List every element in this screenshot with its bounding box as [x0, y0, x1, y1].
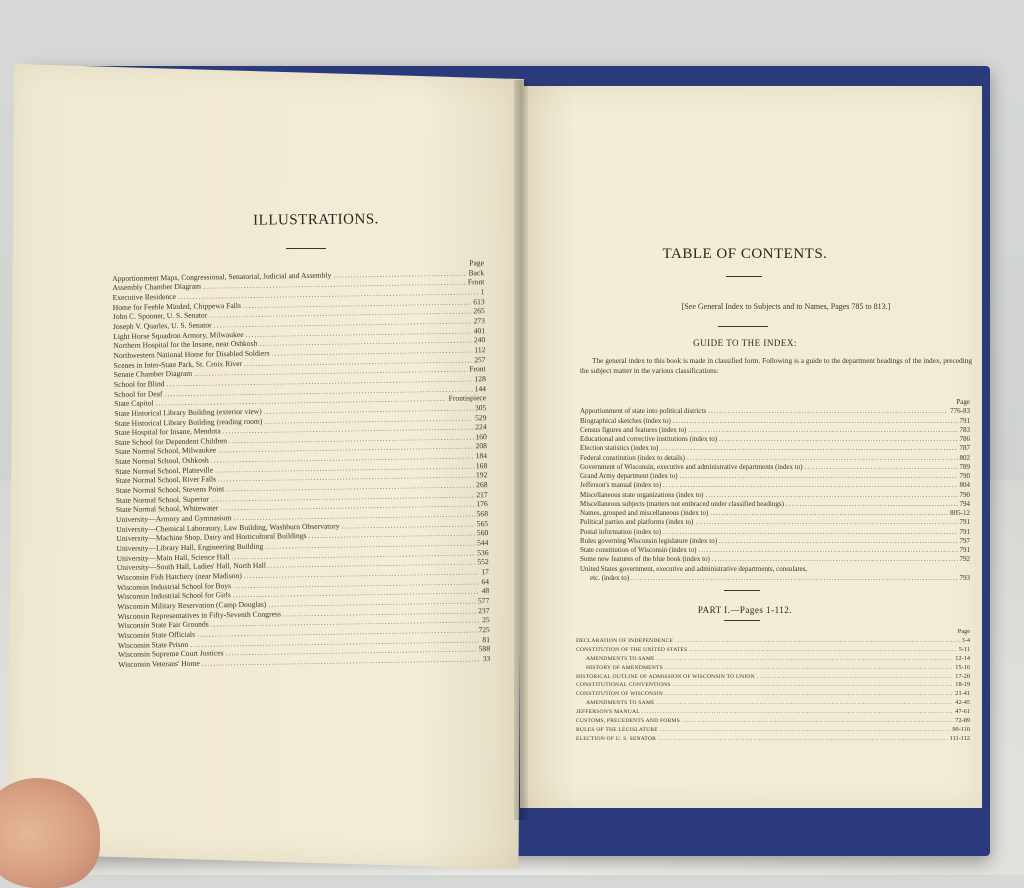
- entry-page: 787: [959, 444, 970, 453]
- entry-title: Apportionment of state into political districts: [580, 407, 707, 416]
- entry-title: State Normal School, Oshkosh: [115, 455, 209, 467]
- entry-title: Miscellaneous subjects (matters not embraced under classified headings): [580, 499, 784, 508]
- leader-dots: [757, 673, 953, 682]
- guide-title: GUIDE TO THE INDEX:: [693, 338, 797, 348]
- entry-title: RULES OF THE LEGISLATURE: [576, 726, 658, 733]
- entry-title: Executive Residence: [112, 291, 177, 302]
- entry-title: Postal information (index to): [580, 527, 662, 536]
- entry-page: 224: [475, 422, 487, 432]
- entry-title: Wisconsin Industrial School for Girls: [117, 590, 231, 602]
- leader-dots: [712, 555, 958, 564]
- entry-title: HISTORY OF AMENDMENTS: [586, 664, 663, 671]
- entry-title: Political parties and platforms (index to): [580, 518, 694, 527]
- entry-title: Grand Army department (index to): [580, 472, 678, 480]
- entry-page: 273: [473, 316, 486, 326]
- leader-dots: [719, 435, 957, 444]
- list-item: [580, 546, 970, 555]
- list-item: [580, 574, 970, 583]
- entry-page: 544: [476, 538, 489, 548]
- entry-page: 111-112: [949, 734, 970, 742]
- leader-dots: [673, 681, 954, 690]
- entry-title: AMENDMENTS TO SAME: [586, 655, 655, 662]
- entry-title: University—Main Hall, Science Hall: [116, 551, 230, 563]
- leader-dots: [708, 407, 948, 416]
- leader-dots: [687, 454, 958, 463]
- entry-title: Wisconsin Representatives in Fifty-Seventh Congress: [117, 609, 281, 621]
- entry-title: Names, grouped and miscellaneous (index to): [580, 509, 709, 517]
- entry-page: 565: [476, 518, 489, 529]
- toc-rule: [726, 276, 762, 277]
- entry-page: 237: [478, 605, 490, 615]
- list-item: [580, 481, 970, 490]
- entry-title: Wisconsin State Officials: [117, 629, 196, 640]
- entry-title: State Normal School, River Falls: [115, 474, 217, 486]
- list-item: [576, 699, 970, 708]
- entry-title: Home for Feeble Minded, Chippewa Falls: [112, 300, 241, 312]
- list-item: [580, 472, 970, 481]
- entry-title: Northwestern National Home for Disabled Soldiers: [113, 348, 270, 360]
- entry-page: 552: [477, 557, 489, 567]
- entry-title: Government of Wisconsin, executive and administrative departments (index to): [580, 462, 803, 471]
- entry-title: Wisconsin Veterans' Home: [118, 658, 200, 669]
- entry-page: 789: [959, 462, 970, 471]
- leader-dots: [675, 637, 960, 646]
- entry-page: Back: [468, 267, 485, 278]
- entry-page: 802: [959, 453, 970, 462]
- entry-page: 18-19: [955, 681, 970, 689]
- entry-page: 536: [477, 547, 489, 557]
- entry-page: 81: [482, 634, 491, 644]
- entry-title: Joseph V. Quarles, U. S. Senator: [112, 320, 212, 331]
- entry-page: 17: [481, 567, 489, 577]
- leader-dots: [719, 537, 957, 546]
- entry-title: Northern Hospital for the Insane, near Oshkosh: [113, 338, 258, 351]
- entry-title: Election statistics (index to): [580, 444, 659, 453]
- entry-title: Educational and corrective institutions (index to): [580, 435, 718, 443]
- entry-title: CONSTITUTION OF WISCONSIN: [576, 691, 663, 698]
- list-item: [576, 717, 970, 726]
- entry-page: 776-83: [950, 407, 970, 416]
- illustrations-title: ILLUSTRATIONS.: [253, 211, 379, 229]
- entry-title: University—Machine Shop, Dairy and Horticultural Buildings: [116, 531, 307, 544]
- entry-page: 144: [474, 383, 487, 393]
- entry-page: Frontispiece: [448, 393, 487, 403]
- leader-dots: [660, 444, 957, 453]
- entry-page: 42-45: [955, 699, 970, 707]
- part-list: [576, 628, 970, 744]
- guide-page-header: Page: [956, 398, 970, 406]
- entry-page: 265: [473, 306, 485, 316]
- entry-page: 33: [482, 654, 491, 664]
- entry-page: 791: [959, 527, 970, 536]
- toc-note-rule: [718, 326, 768, 327]
- leader-dots: [680, 472, 958, 481]
- entry-page: 48: [481, 586, 490, 596]
- entry-title: John C. Spooner, U. S. Senator: [112, 310, 208, 322]
- guide-intro: The general index to this book is made in classified form. Following is a guide to the department headings of the index, preceding the subject matter in the various classifications:: [580, 356, 972, 375]
- entry-title: State Normal School, Milwaukee: [114, 445, 217, 457]
- leader-dots: [658, 735, 948, 744]
- entry-page: 12-14: [955, 654, 970, 662]
- entry-title: State Hospital for Insane, Mendota: [114, 426, 221, 438]
- list-item: [580, 454, 970, 463]
- list-item: [580, 528, 970, 537]
- entry-page: 577: [477, 596, 490, 606]
- entry-page: 64: [481, 576, 490, 586]
- entry-title: Wisconsin Fish Hatchery (near Madison): [116, 570, 242, 582]
- entry-page: Front: [467, 277, 485, 287]
- entry-page: 268: [476, 480, 488, 490]
- illustrations-list: [112, 258, 490, 669]
- entry-title: University—Armory and Gymnasium: [115, 513, 232, 525]
- leader-dots: [689, 646, 956, 655]
- entry-title: Wisconsin State Prison: [117, 639, 189, 650]
- part-page-header: Page: [957, 628, 970, 635]
- entry-title: State Historical Library Building (exterior view): [114, 406, 262, 418]
- leader-dots: [698, 546, 957, 555]
- leader-dots: [805, 463, 958, 472]
- entry-title: Wisconsin Industrial School for Boys: [117, 580, 232, 592]
- part-title: PART I.—Pages 1-112.: [697, 605, 793, 615]
- leader-dots: [642, 708, 953, 717]
- entry-title: Miscellaneous state organizations (index to): [580, 490, 704, 499]
- leader-dots: [657, 655, 954, 664]
- leader-dots: [665, 664, 953, 673]
- entry-title: Rules governing Wisconsin legislature (index to): [580, 536, 718, 545]
- illustrations-page-header: Page: [469, 258, 485, 268]
- entry-title: Some new features of the blue book (index to): [580, 555, 710, 564]
- list-item: [580, 509, 970, 518]
- entry-page: 568: [476, 509, 489, 519]
- entry-title: JEFFERSON'S MANUAL: [576, 709, 640, 716]
- entry-page: 257: [474, 354, 486, 364]
- entry-page: 529: [474, 412, 487, 422]
- entry-page: 805-12: [950, 509, 970, 517]
- entry-page: 794: [959, 499, 970, 508]
- entry-title: CONSTITUTION OF THE UNITED STATES: [576, 646, 688, 653]
- entry-page: 192: [475, 470, 488, 480]
- entry-title: ELECTION OF U. S. SENATOR: [576, 735, 657, 742]
- list-item: [576, 664, 970, 673]
- entry-title: CONSTITUTIONAL CONVENTIONS: [576, 682, 671, 689]
- entry-title: DECLARATION OF INDEPENDENCE: [576, 637, 674, 644]
- entry-title: Federal constitution (index to details): [580, 453, 685, 462]
- list-item: [576, 690, 970, 699]
- book-gutter: [514, 80, 528, 820]
- entry-title: Wisconsin Military Reservation (Camp Douglas): [117, 599, 267, 611]
- entry-title: United States government, executive and administrative departments, consulates,: [580, 564, 808, 573]
- leader-dots: [660, 726, 950, 735]
- leader-dots: [695, 518, 957, 527]
- entry-title: State Historical Library Building (reading room): [114, 416, 263, 428]
- entry-page: 160: [475, 431, 487, 442]
- entry-title: Wisconsin State Fair Grounds: [117, 619, 209, 631]
- entry-title: State Normal School, Superior: [115, 494, 210, 505]
- entry-page: 793: [959, 573, 970, 582]
- entry-page: 790: [959, 472, 970, 480]
- leader-dots: [706, 491, 958, 500]
- entry-page: 240: [473, 335, 486, 345]
- toc-note: [See General Index to Subjects and to Names, Pages 785 to 813.]: [681, 302, 891, 311]
- entry-title: Jefferson's manual (index to): [580, 481, 662, 490]
- list-item: [576, 637, 970, 646]
- entry-page: 15-16: [955, 663, 970, 671]
- leader-dots: [682, 717, 953, 726]
- entry-page: 47-61: [955, 708, 970, 716]
- entry-page: 168: [475, 460, 488, 471]
- entry-page: 560: [476, 528, 489, 538]
- part-rule: [724, 620, 760, 621]
- list-item: [576, 673, 970, 682]
- guide-end-rule: [724, 590, 760, 591]
- leader-dots: [665, 690, 953, 699]
- list-item: [576, 655, 970, 664]
- entry-title: Senate Chamber Diagram: [113, 368, 193, 380]
- entry-page: 613: [473, 296, 485, 306]
- entry-page: 17-20: [955, 672, 970, 680]
- toc-title: TABLE OF CONTENTS.: [662, 246, 828, 262]
- entry-page: 791: [959, 416, 970, 425]
- entry-page: 786: [959, 435, 970, 443]
- leader-dots: [688, 426, 957, 435]
- entry-title: School for Deaf: [113, 388, 163, 399]
- entry-title: HISTORICAL OUTLINE OF ADMISSION OF WISCONSIN TO UNION: [576, 673, 755, 680]
- entry-page: 305: [474, 402, 487, 413]
- entry-page: 790: [959, 490, 970, 499]
- entry-page: 90-110: [952, 725, 970, 733]
- leader-dots: [663, 481, 957, 490]
- entry-page: 401: [473, 325, 486, 335]
- entry-page: 5-11: [958, 645, 970, 653]
- entry-title: State School for Dependent Children: [114, 436, 228, 447]
- entry-page: 792: [959, 555, 970, 564]
- entry-page: 25: [481, 615, 490, 625]
- list-item: [576, 646, 970, 655]
- entry-page: 208: [475, 441, 487, 451]
- entry-page: 1: [480, 287, 485, 297]
- list-item: [580, 435, 970, 444]
- list-item: [580, 565, 970, 574]
- list-item: [576, 681, 970, 690]
- entry-page: 112: [474, 345, 486, 355]
- entry-page: 791: [959, 546, 970, 554]
- entry-page: 176: [476, 499, 488, 509]
- leader-dots: [663, 528, 957, 537]
- entry-title: State Normal School, Whitewater: [115, 503, 219, 515]
- entry-title: etc. (index to): [590, 573, 630, 582]
- entry-title: State Capitol: [114, 398, 154, 409]
- leader-dots: [786, 500, 958, 509]
- list-item: [580, 500, 970, 509]
- entry-page: 804: [959, 481, 970, 490]
- entry-title: State Normal School, Platteville: [115, 465, 214, 476]
- list-item: [580, 463, 970, 472]
- entry-title: State constitution of Wisconsin (index to): [580, 546, 697, 554]
- list-item: [580, 426, 970, 435]
- entry-title: Light Horse Squadron Armory, Milwaukee: [113, 329, 244, 341]
- leader-dots: [631, 574, 957, 583]
- list-item: [580, 555, 970, 564]
- entry-title: Census figures and features (index to): [580, 425, 687, 434]
- entry-page: 797: [959, 536, 970, 545]
- list-item: [580, 491, 970, 500]
- entry-title: Wisconsin Supreme Court Justices: [118, 648, 224, 660]
- list-item: [580, 444, 970, 453]
- entry-title: Assembly Chamber Diagram: [112, 281, 202, 293]
- entry-title: Biographical sketches (index to): [580, 416, 671, 425]
- leader-dots: [657, 699, 954, 708]
- list-item: [580, 518, 970, 527]
- list-item: [580, 417, 970, 426]
- entry-page: 184: [475, 451, 488, 461]
- entry-title: State Normal School, Stevens Point: [115, 484, 225, 496]
- entry-page: 783: [959, 425, 970, 434]
- entry-title: University—Chemical Laboratory, Law Building, Washburn Observatory: [116, 521, 340, 534]
- entry-title: University—South Hall, Ladies' Hall, North Hall: [116, 560, 267, 573]
- entry-page: 3-4: [961, 636, 970, 644]
- entry-title: Scenes in Inter-State Park, St. Croix River: [113, 358, 243, 370]
- leader-dots: [673, 417, 958, 426]
- entry-page: 791: [959, 518, 970, 527]
- list-item: [576, 726, 970, 735]
- guide-list: [580, 398, 970, 583]
- entry-title: School for Blind: [113, 379, 165, 389]
- entry-page: 217: [476, 489, 488, 500]
- entry-title: Apportionment Maps, Congressional, Senatorial, Judicial and Assembly: [112, 270, 332, 283]
- entry-page: Front: [469, 364, 486, 374]
- leader-dots: [710, 509, 948, 518]
- entry-page: 725: [478, 625, 490, 635]
- entry-title: CUSTOMS, PRECEDENTS AND FORMS: [576, 718, 680, 725]
- list-item: [576, 708, 970, 717]
- list-item: [580, 407, 970, 416]
- list-item: [580, 537, 970, 546]
- entry-title: University—Library Hall, Engineering Building: [116, 541, 264, 553]
- entry-page: 588: [478, 644, 491, 654]
- entry-title: AMENDMENTS TO SAME: [586, 700, 655, 707]
- entry-page: 72-89: [955, 717, 970, 725]
- entry-page: 128: [474, 374, 486, 384]
- list-item: [576, 735, 970, 744]
- illustrations-rule: [286, 248, 326, 249]
- entry-page: 21-41: [955, 690, 970, 698]
